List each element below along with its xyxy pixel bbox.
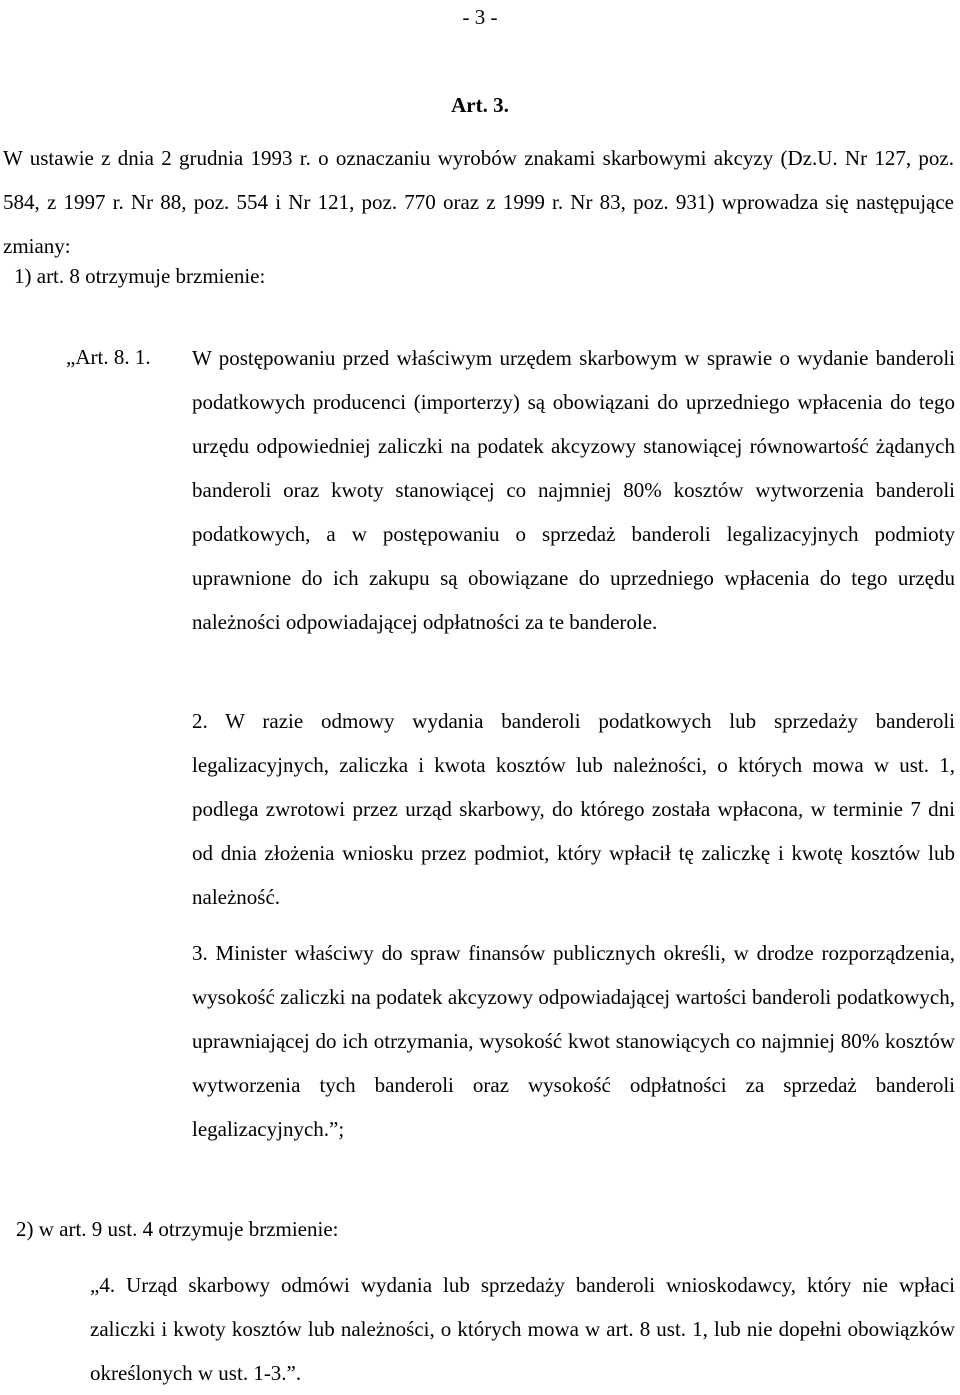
intro-paragraph: W ustawie z dnia 2 grudnia 1993 r. o oznaczaniu wyrobów znakami skarbowymi akcyzy (Dz.U. Nr 127, poz. 584, z 1997 r. Nr 88, poz. 554 i Nr 121, poz. 770 oraz z 1999 r. Nr 83, poz. 931) wprowadza się następujące zmiany: (3, 146, 954, 258)
article-title: Art. 3. (451, 93, 509, 117)
article-9-paragraph-4: „4. Urząd skarbowy odmówi wydania lub sprzedaży banderoli wnioskodawcy, który nie wpłaci zaliczki i kwoty kosztów lub należności, o których mowa w art. 8 ust. 1, lub nie dopełni obowiązków określonych w ust. 1-3.”. (90, 1273, 955, 1385)
article-8-lead: „Art. 8. 1. (66, 345, 151, 369)
article-8-paragraph-3: 3. Minister właściwy do spraw finansów publicznych określi, w drodze rozporządzenia, wysokość zaliczki na podatek akcyzowy odpowiadającej wartości banderoli podatkowych, uprawniającej do ich otrzymania, wysokość kwot stanowiących co najmniej 80% kosztów wytworzenia tych banderoli oraz wysokość odpłatności za sprzedaż banderoli legalizacyjnych.”; (192, 941, 955, 1141)
item-1-heading: 1) art. 8 otrzymuje brzmienie: (14, 264, 266, 288)
page-number: - 3 - (462, 5, 498, 29)
article-8-paragraph-1: W postępowaniu przed właściwym urzędem skarbowym w sprawie o wydanie banderoli podatkowych producenci (importerzy) są obowiązani do uprzedniego wpłacenia do tego urzędu odpowiedniej zaliczki na podatek akcyzowy stanowiącej równowartość żądanych banderoli oraz kwoty stanowiącej co najmniej 80% kosztów wytworzenia banderoli podatkowych, a w postępowaniu o sprzedaż banderoli legalizacyjnych podmioty uprawnione do ich zakupu są obowiązane do uprzedniego wpłacenia do tego urzędu należności odpowiadającej odpłatności za te banderole. (192, 346, 955, 634)
item-2-heading: 2) w art. 9 ust. 4 otrzymuje brzmienie: (16, 1217, 339, 1241)
article-8-paragraph-2: 2. W razie odmowy wydania banderoli podatkowych lub sprzedaży banderoli legalizacyjnych, zaliczka i kwota kosztów lub należności, o których mowa w ust. 1, podlega zwrotowi przez urząd skarbowy, do którego została wpłacona, w terminie 7 dni od dnia złożenia wniosku przez podmiot, który wpłacił tę zaliczkę i kwotę kosztów lub należność. (192, 709, 955, 909)
